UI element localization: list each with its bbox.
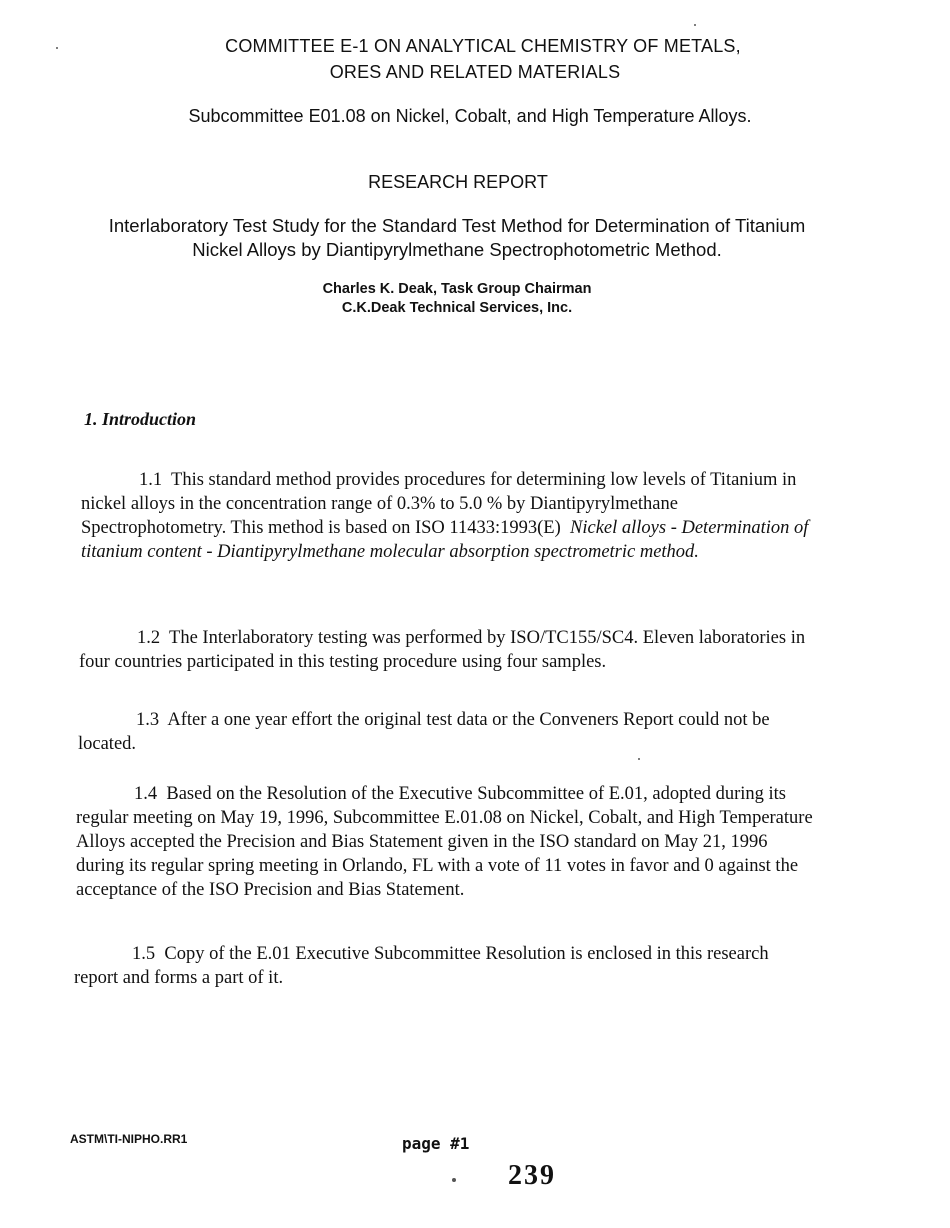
- file-reference: ASTM\TI-NIPHO.RR1: [70, 1132, 188, 1146]
- subcommittee-line: Subcommittee E01.08 on Nickel, Cobalt, and High Temperature Alloys.: [188, 106, 752, 126]
- paragraph-text: The Interlaboratory testing was performed by ISO/TC155/SC4. Eleven laboratories in four countries participated in this testing procedure using four samples.: [79, 628, 806, 672]
- paragraph-1-2: [79, 626, 819, 674]
- author-affiliation: C.K.Deak Technical Services, Inc.: [341, 300, 573, 316]
- section-heading: 1. Introduction: [84, 409, 197, 429]
- paragraph-number: 1.4: [134, 784, 158, 804]
- report-title-line-1: Interlaboratory Test Study for the Standard Test Method for Determination of Titanium: [108, 215, 806, 236]
- paragraph-number: 1.1: [139, 470, 163, 490]
- report-type: RESEARCH REPORT: [368, 172, 548, 192]
- committee-line-2: ORES AND RELATED MATERIALS: [329, 62, 621, 82]
- paragraph-text: Based on the Resolution of the Executive Subcommittee of E.01, adopted during its regular meeting on May 19, 1996, Subcommittee E.01.08 on Nickel, Cobalt, and High Temperature Alloys accepted the Precision and Bias Statement given in the ISO standard on May 21, 1996 during its regular spring meeting in Orlando, FL with a vote of 11 votes in favor and 0 against the acceptance of the ISO Precision and Bias Statement.: [76, 784, 813, 900]
- paragraph-1-1: [81, 468, 821, 564]
- author-name: Charles K. Deak, Task Group Chairman: [322, 281, 592, 297]
- scan-speck: [694, 24, 696, 26]
- stamp-number: 239: [508, 1160, 556, 1191]
- paragraph-number: 1.2: [137, 628, 161, 648]
- report-title-line-2: Nickel Alloys by Diantipyrylmethane Spectrophotometric Method.: [192, 239, 722, 260]
- scan-speck: [452, 1178, 456, 1182]
- paragraph-1-5: [74, 942, 814, 990]
- page-number-label: page #1: [402, 1134, 470, 1153]
- paragraph-1-3: [78, 708, 818, 756]
- committee-line-1: COMMITTEE E-1 ON ANALYTICAL CHEMISTRY OF METALS,: [225, 36, 741, 56]
- paragraph-number: 1.5: [132, 944, 156, 964]
- iso-title-italic: Nickel alloys - Determination of titanium content - Diantipyrylmethane molecular absorption spectrometric method.: [81, 518, 809, 562]
- scan-speck: [56, 47, 58, 49]
- paragraph-text: After a one year effort the original test data or the Conveners Report could not be located.: [78, 710, 770, 754]
- scan-speck: [638, 758, 640, 760]
- paragraph-1-4: [76, 782, 816, 902]
- paragraph-text: Copy of the E.01 Executive Subcommittee Resolution is enclosed in this research report and forms a part of it.: [74, 944, 769, 988]
- paragraph-number: 1.3: [136, 710, 160, 730]
- paragraph-text: This standard method provides procedures for determining low levels of Titanium in nickel alloys in the concentration range of 0.3% to 5.0 % by Diantipyrylmethane Spectrophotometry. This method is based on ISO 11433:1993(E): [81, 470, 797, 538]
